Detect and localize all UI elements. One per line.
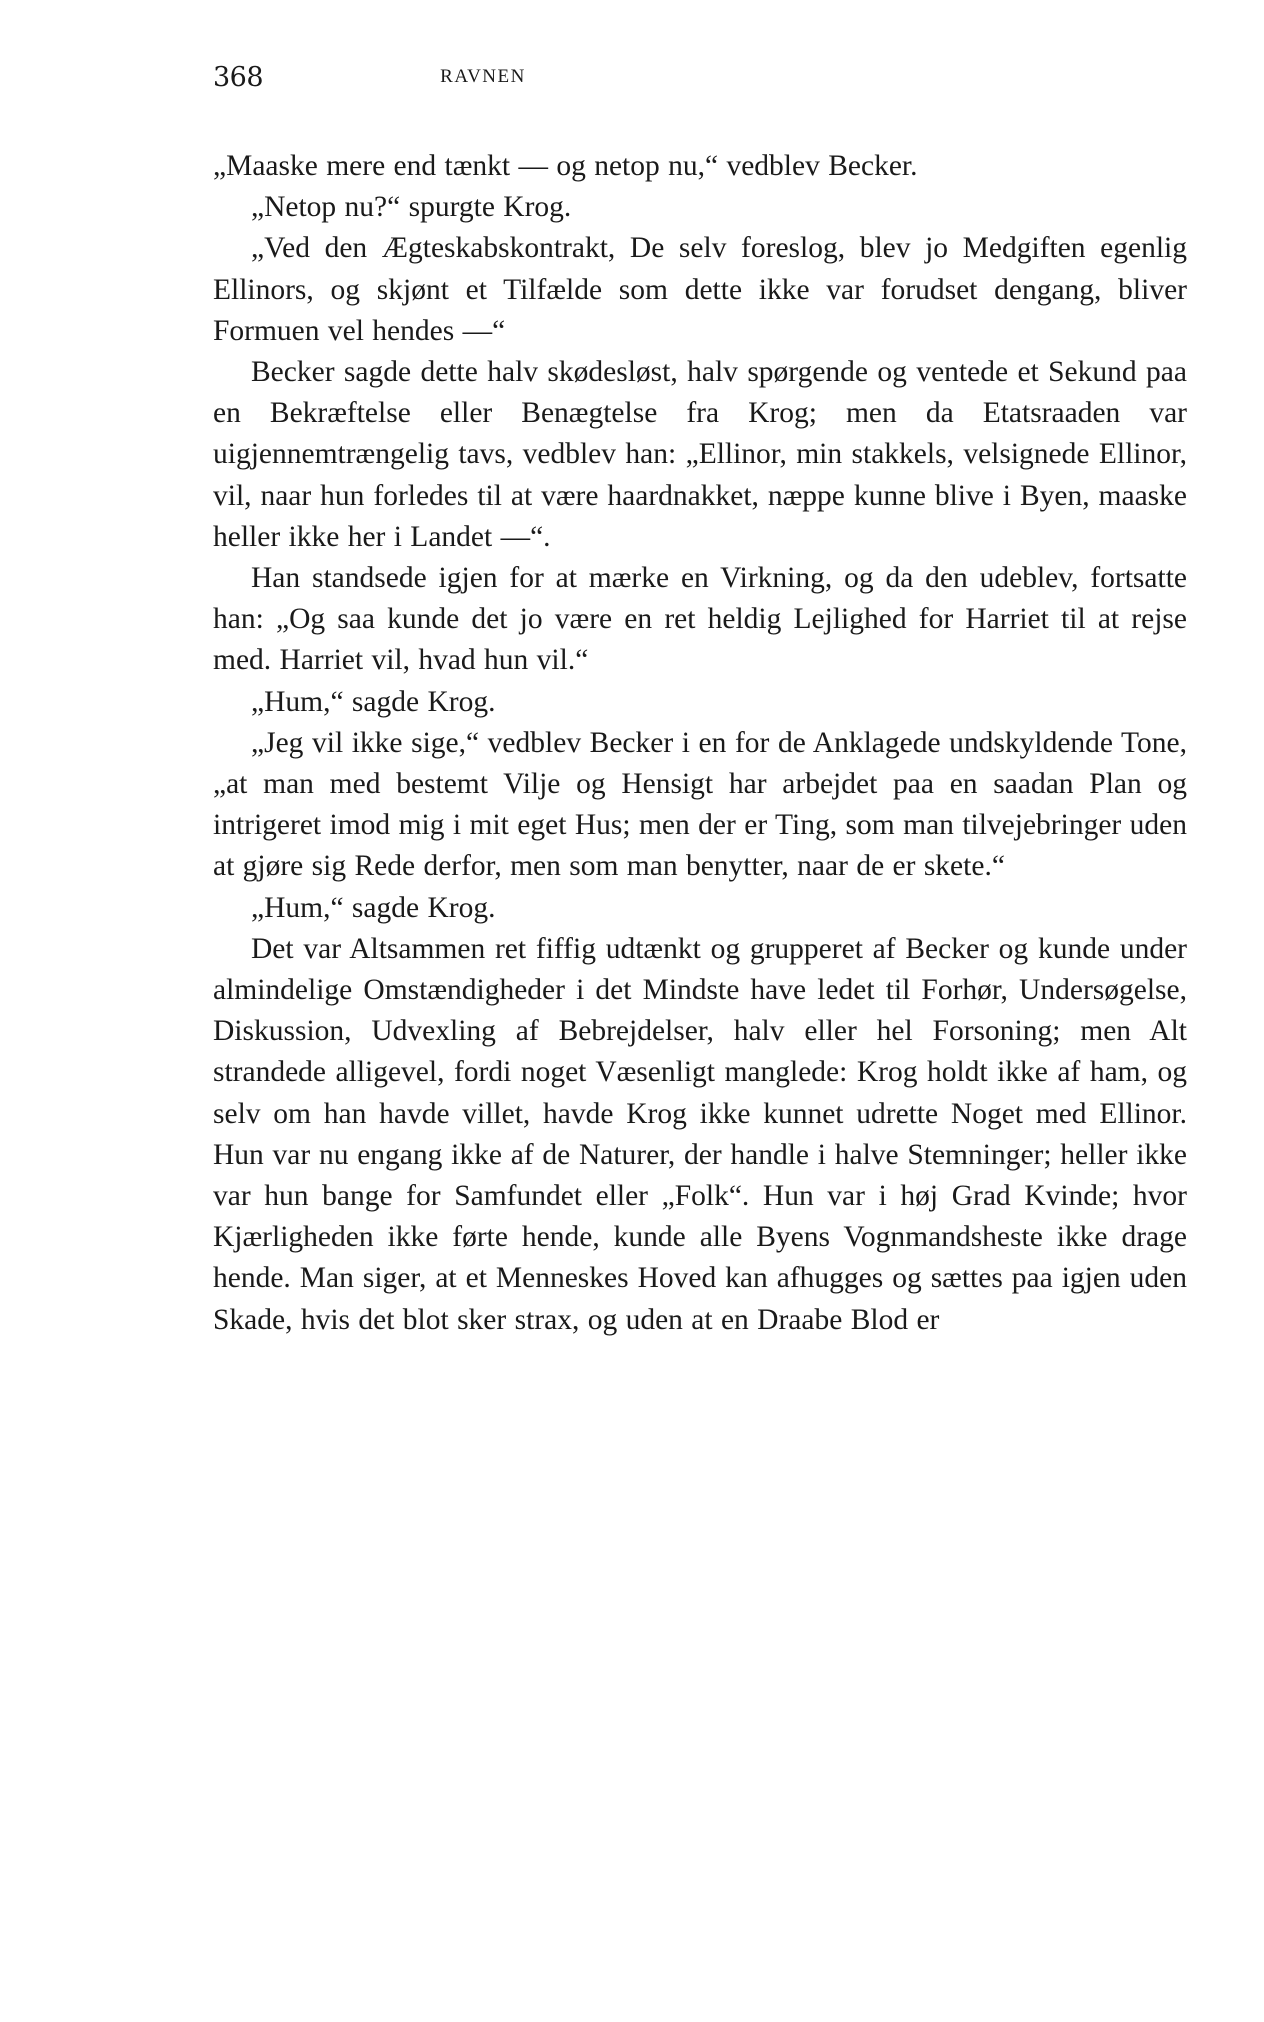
page-number: 368 xyxy=(213,62,264,93)
page-header xyxy=(213,62,1187,102)
paragraph: „Hum,“ sagde Krog. xyxy=(251,891,496,924)
paragraph: Becker sagde dette halv skødesløst, halv spørgende og ventede et Sekund paa en Bekræftelse eller Benægtelse fra Krog; men da Etatsraaden var uigjennemtrængelig tavs, vedblev han: „Ellinor, min stakkels, velsignede Ellinor, vil, naar hun forledes til at være haardnakket, næppe kunne blive i Byen, maaske heller ikke her i Landet —“. xyxy=(213,356,1187,553)
paragraph: „Hum,“ sagde Krog. xyxy=(251,685,496,718)
paragraph: Han standsede igjen for at mærke en Virkning, og da den udeblev, fortsatte han: „Og saa kunde det jo være en ret heldig Lejlighed for Harriet til at rejse med. Harriet vil, hvad hun vil.“ xyxy=(213,562,1187,677)
paragraph: „Ved den Ægteskabskontrakt, De selv foreslog, blev jo Medgiften egenlig Ellinors, og skjønt et Tilfælde som dette ikke var forudset dengang, bliver Formuen vel hendes —“ xyxy=(213,232,1187,347)
body-text xyxy=(213,146,1187,1341)
paragraph: „Netop nu?“ spurgte Krog. xyxy=(251,191,572,224)
paragraph: Det var Altsammen ret fiffig udtænkt og grupperet af Becker og kunde under almindelige Omstændigheder i det Mindste have ledet til Forhør, Undersøgelse, Diskussion, Udvexling af Bebrejdelser, halv eller hel Forsoning; men Alt strandede alligevel, fordi noget Væsenligt manglede: Krog holdt ikke af ham, og selv om han havde villet, havde Krog ikke kunnet udrette Noget med Ellinor. Hun var nu engang ikke af de Naturer, der handle i halve Stemninger; heller ikke var hun bange for Samfundet eller „Folk“. Hun var i høj Grad Kvinde; hvor Kjærligheden ikke førte hende, kunde alle Byens Vognmandsheste ikke drage hende. Man siger, at et Menneskes Hoved kan afhugges og sættes paa igjen uden Skade, hvis det blot sker strax, og uden at en Draabe Blod er xyxy=(213,932,1187,1336)
paragraph: „Jeg vil ikke sige,“ vedblev Becker i en for de Anklagede undskyldende Tone, „at man med bestemt Vilje og Hensigt har arbejdet paa en saadan Plan og intrigeret imod mig i mit eget Hus; men der er Ting, som man tilvejebringer uden at gjøre sig Rede derfor, men som man benytter, naar de er skete.“ xyxy=(213,726,1187,883)
running-head: RAVNEN xyxy=(440,66,526,87)
paragraph: „Maaske mere end tænkt — og netop nu,“ vedblev Becker. xyxy=(213,150,918,182)
